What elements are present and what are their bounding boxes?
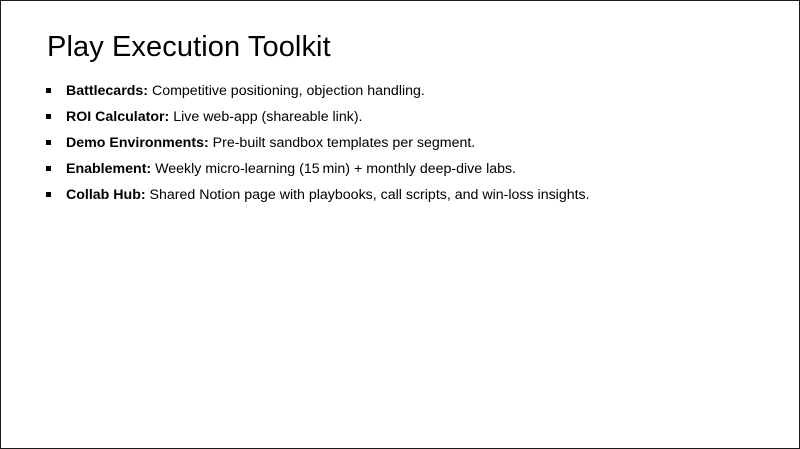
square-bullet-icon — [46, 140, 51, 145]
square-bullet-icon — [46, 88, 51, 93]
square-bullet-icon — [46, 114, 51, 119]
bullet-term: ROI Calculator: — [66, 109, 170, 125]
bullet-term: Demo Environments: — [66, 135, 209, 151]
bullet-item-collab-hub — [45, 185, 590, 211]
bullet-list — [45, 81, 590, 211]
bullet-text: Shared Notion page with playbooks, call scripts, and win-loss insights. — [145, 187, 590, 203]
bullet-term: Enablement: — [66, 161, 152, 177]
bullet-text: Pre-built sandbox templates per segment. — [208, 135, 476, 151]
bullet-item-roi-calculator — [45, 107, 590, 133]
bullet-term: Battlecards: — [66, 83, 149, 99]
bullet-text: Weekly micro-learning (15 min) + monthly deep-dive labs. — [151, 161, 517, 177]
slide-title: Play Execution Toolkit — [47, 31, 331, 63]
bullet-item-enablement — [45, 159, 590, 185]
bullet-term: Collab Hub: — [66, 187, 146, 203]
bullet-text: Live web-app (shareable link). — [169, 109, 363, 125]
square-bullet-icon — [46, 166, 51, 171]
bullet-item-battlecards — [45, 81, 590, 107]
square-bullet-icon — [46, 192, 51, 197]
bullet-item-demo-environments — [45, 133, 590, 159]
bullet-text: Competitive positioning, objection handling. — [148, 83, 425, 99]
